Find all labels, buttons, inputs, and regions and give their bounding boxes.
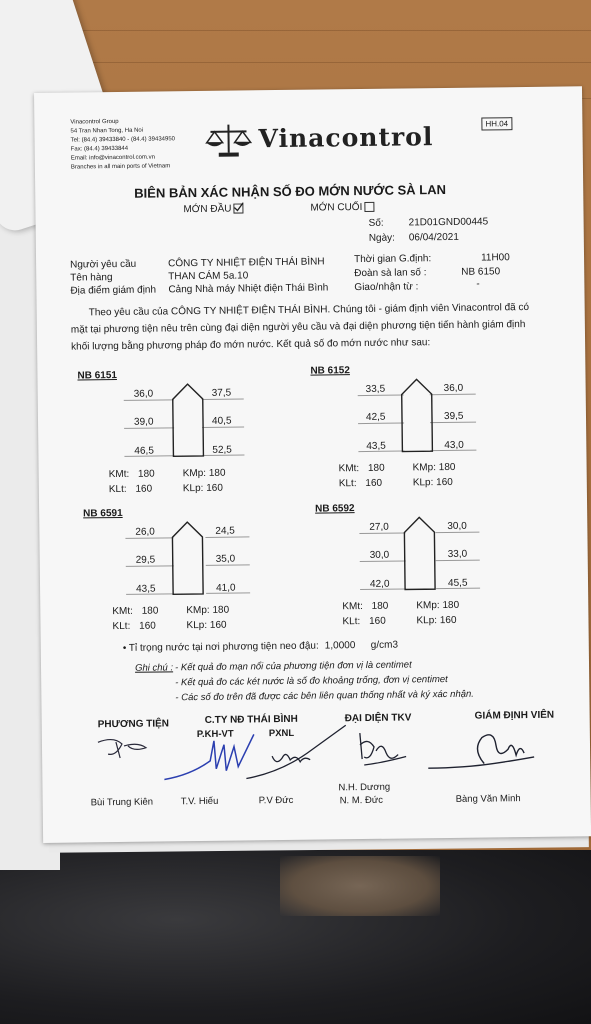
klp-label: KLp: bbox=[182, 482, 204, 495]
klp-value: 160 bbox=[436, 476, 453, 489]
klt-label: KLt: bbox=[342, 616, 361, 628]
klt-value: 160 bbox=[368, 615, 386, 627]
draft-left-fore: 33,5 bbox=[365, 383, 386, 395]
draft-left-mid: 30,0 bbox=[369, 549, 390, 561]
density-label: • Tỉ trọng nước tại nơi phương tiện neo đậu: bbox=[122, 640, 319, 654]
note-item: - Kết quả đo mạn nổi của phương tiện đơn vị là centimet bbox=[174, 659, 412, 674]
density-unit: g/cm3 bbox=[370, 639, 399, 651]
signatory-heading: PHƯƠNG TIỆN bbox=[97, 718, 170, 731]
klp-value: 160 bbox=[206, 482, 223, 494]
barge-name: NB 6151 bbox=[77, 370, 117, 382]
scales-logo-icon bbox=[204, 122, 252, 159]
draft-left-aft: 42,0 bbox=[369, 578, 390, 590]
draft-left-mid: 29,5 bbox=[135, 554, 156, 566]
klt-label: KLt: bbox=[108, 483, 127, 496]
kmp-label: KMp: bbox=[186, 604, 210, 617]
kmp-label: KMp: bbox=[182, 467, 207, 480]
note-item: - Kết quả đo các két nước là số đo khoảng trống, đơn vị centimet bbox=[175, 673, 448, 689]
draft-left-fore: 36,0 bbox=[133, 388, 154, 400]
document-title: BIÊN BẢN XÁC NHẬN SỐ ĐO MỚN NƯỚC SÀ LAN bbox=[134, 181, 447, 201]
requester-label: Người yêu cầu bbox=[70, 258, 137, 271]
goods-value: THAN CÁM 5a.10 bbox=[168, 270, 249, 283]
kmt-value: 180 bbox=[137, 468, 155, 480]
contact-line: Tel: (84.4) 39433840 - (84.4) 39434950 bbox=[70, 136, 176, 144]
kmp-label: KMp: bbox=[416, 600, 440, 612]
draft-right-mid: 35,0 bbox=[215, 553, 236, 565]
intro-paragraph-line: khối lượng bằng phương pháp đo mớn nước. Kết quả số đo mớn nước như sau: bbox=[71, 337, 431, 353]
kmt-label: KMt: bbox=[338, 463, 360, 475]
klt-value: 160 bbox=[139, 620, 156, 632]
barge-outline-icon bbox=[171, 521, 204, 595]
note-item: - Các số đo trên đã được các bên liên quan thống nhất và ký xác nhận. bbox=[175, 688, 474, 704]
draft-left-aft: 43,5 bbox=[136, 583, 156, 595]
delivery-label: Giao/nhận từ : bbox=[354, 281, 419, 294]
draft-right-fore: 37,5 bbox=[211, 387, 232, 399]
signatory-subheading: P.KH-VT bbox=[196, 728, 234, 741]
barge-outline-icon bbox=[403, 516, 436, 590]
doc-number-label: Số: bbox=[368, 217, 384, 229]
contact-line: Email: info@vinacontrol.com.vn bbox=[70, 154, 155, 162]
contact-line: Vinacontrol Group bbox=[70, 118, 119, 126]
barge-fleet-value: NB 6150 bbox=[461, 266, 501, 278]
kmp-value: 180 bbox=[212, 604, 230, 616]
klt-value: 160 bbox=[135, 483, 153, 495]
klp-value: 160 bbox=[439, 614, 457, 627]
doc-date: 06/04/2021 bbox=[408, 231, 459, 244]
draft-last-option bbox=[310, 202, 374, 214]
goods-label: Tên hàng bbox=[70, 272, 113, 284]
kmt-label: KMt: bbox=[112, 605, 133, 618]
barge-name: NB 6592 bbox=[315, 503, 355, 515]
klp-label: KLp: bbox=[186, 619, 208, 632]
contact-line: 54 Tran Nhan Tong, Ha Noi bbox=[70, 127, 144, 135]
draft-right-fore: 36,0 bbox=[443, 382, 464, 395]
draft-right-mid: 40,5 bbox=[211, 415, 232, 427]
klp-value: 160 bbox=[209, 619, 227, 631]
signatory-name: T.V. Hiếu bbox=[180, 795, 219, 808]
notes-heading: Ghi chú : bbox=[134, 662, 174, 674]
draft-first-option bbox=[183, 203, 243, 215]
signatory-name: P.V Đức bbox=[258, 794, 294, 807]
kmt-value: 180 bbox=[371, 600, 389, 612]
draft-right-aft: 41,0 bbox=[215, 582, 236, 594]
location-value: Cảng Nhà máy Nhiệt điện Thái Bình bbox=[168, 282, 329, 296]
signatory-heading: ĐẠI DIỆN TKV bbox=[344, 712, 412, 725]
company-logo-text: Vinacontrol bbox=[258, 122, 434, 154]
signatory-name: Bàng Văn Minh bbox=[455, 793, 521, 805]
klp-label: KLp: bbox=[416, 615, 438, 627]
klp-label: KLp: bbox=[412, 477, 434, 489]
kmp-value: 180 bbox=[438, 461, 456, 474]
signatory-heading: C.TY NĐ THÁI BÌNH bbox=[204, 713, 298, 726]
checked-box-icon bbox=[233, 204, 243, 214]
draft-left-fore: 26,0 bbox=[135, 526, 155, 538]
survey-time-label: Thời gian G.định: bbox=[353, 253, 432, 266]
kmt-label: KMt: bbox=[342, 601, 363, 613]
draft-right-aft: 52,5 bbox=[212, 444, 232, 456]
density-value: 1,0000 bbox=[324, 640, 356, 652]
klt-label: KLt: bbox=[112, 620, 131, 633]
draft-right-mid: 33,0 bbox=[447, 548, 468, 560]
company-contact bbox=[70, 117, 175, 172]
draft-right-aft: 43,0 bbox=[444, 439, 464, 452]
klt-label: KLt: bbox=[338, 478, 357, 490]
kmp-value: 180 bbox=[442, 599, 460, 612]
draft-left-mid: 39,0 bbox=[133, 416, 154, 428]
kmp-label: KMp: bbox=[412, 462, 437, 474]
cloth-background bbox=[280, 856, 440, 916]
kmp-value: 180 bbox=[208, 467, 226, 479]
barge-outline-icon bbox=[401, 378, 434, 452]
draft-right-aft: 45,5 bbox=[447, 577, 468, 589]
draft-left-aft: 46,5 bbox=[134, 445, 154, 457]
kmt-label: KMt: bbox=[108, 468, 130, 481]
signature-mark bbox=[352, 726, 419, 769]
delivery-value: - bbox=[476, 278, 480, 290]
intro-paragraph-line: mặt tại phương tiện nêu trên cùng đại diện người yêu cầu và đại diện phương tiện tiến hành giám định bbox=[70, 319, 526, 336]
kmt-value: 180 bbox=[367, 462, 385, 474]
kmt-value: 180 bbox=[141, 605, 159, 617]
unchecked-box-icon bbox=[364, 202, 374, 212]
klt-value: 160 bbox=[365, 477, 383, 489]
draft-left-fore: 27,0 bbox=[369, 521, 389, 533]
doc-date-label: Ngày: bbox=[368, 232, 395, 244]
draft-right-fore: 24,5 bbox=[215, 525, 235, 537]
draft-right-fore: 30,0 bbox=[447, 520, 467, 532]
signature-mark bbox=[242, 721, 353, 782]
signatory-heading: GIÁM ĐỊNH VIÊN bbox=[474, 709, 555, 722]
barge-name: NB 6591 bbox=[83, 507, 123, 520]
signatory-name: Bùi Trung Kiên bbox=[90, 796, 154, 809]
barge-fleet-label: Đoàn sà lan số : bbox=[354, 267, 427, 280]
draft-right-mid: 39,5 bbox=[443, 410, 464, 423]
draft-last-label: MỚN CUỐI bbox=[310, 201, 363, 214]
contact-line: Branches in all main ports of Vietnam bbox=[70, 163, 171, 171]
signature-mark bbox=[424, 723, 545, 774]
document-sheet bbox=[34, 86, 591, 843]
draft-left-aft: 43,5 bbox=[366, 440, 386, 452]
draft-left-mid: 42,5 bbox=[365, 411, 386, 423]
requester-value: CÔNG TY NHIỆT ĐIỆN THÁI BÌNH bbox=[168, 256, 325, 270]
signatory-name: N.H. Dương bbox=[338, 781, 391, 794]
barge-outline-icon bbox=[172, 383, 205, 457]
doc-number: 21D01GND00445 bbox=[408, 216, 489, 229]
survey-time-value: 11H00 bbox=[480, 252, 510, 264]
barge-name: NB 6152 bbox=[310, 365, 350, 377]
signature-mark bbox=[94, 732, 154, 763]
signatory-subheading: PXNL bbox=[268, 727, 295, 740]
location-label: Địa điểm giám định bbox=[70, 284, 157, 297]
draft-first-label: MỚN ĐẦU bbox=[183, 203, 232, 216]
form-code: HH.04 bbox=[481, 117, 512, 130]
signatory-name: N. M. Đức bbox=[339, 794, 384, 807]
contact-line: Fax: (84.4) 39433844 bbox=[70, 145, 129, 153]
intro-paragraph-line: Theo yêu cầu của CÔNG TY NHIỆT ĐIỆN THÁI BÌNH. Chúng tôi - giám định viên Vinacontrol đã có bbox=[88, 301, 530, 319]
